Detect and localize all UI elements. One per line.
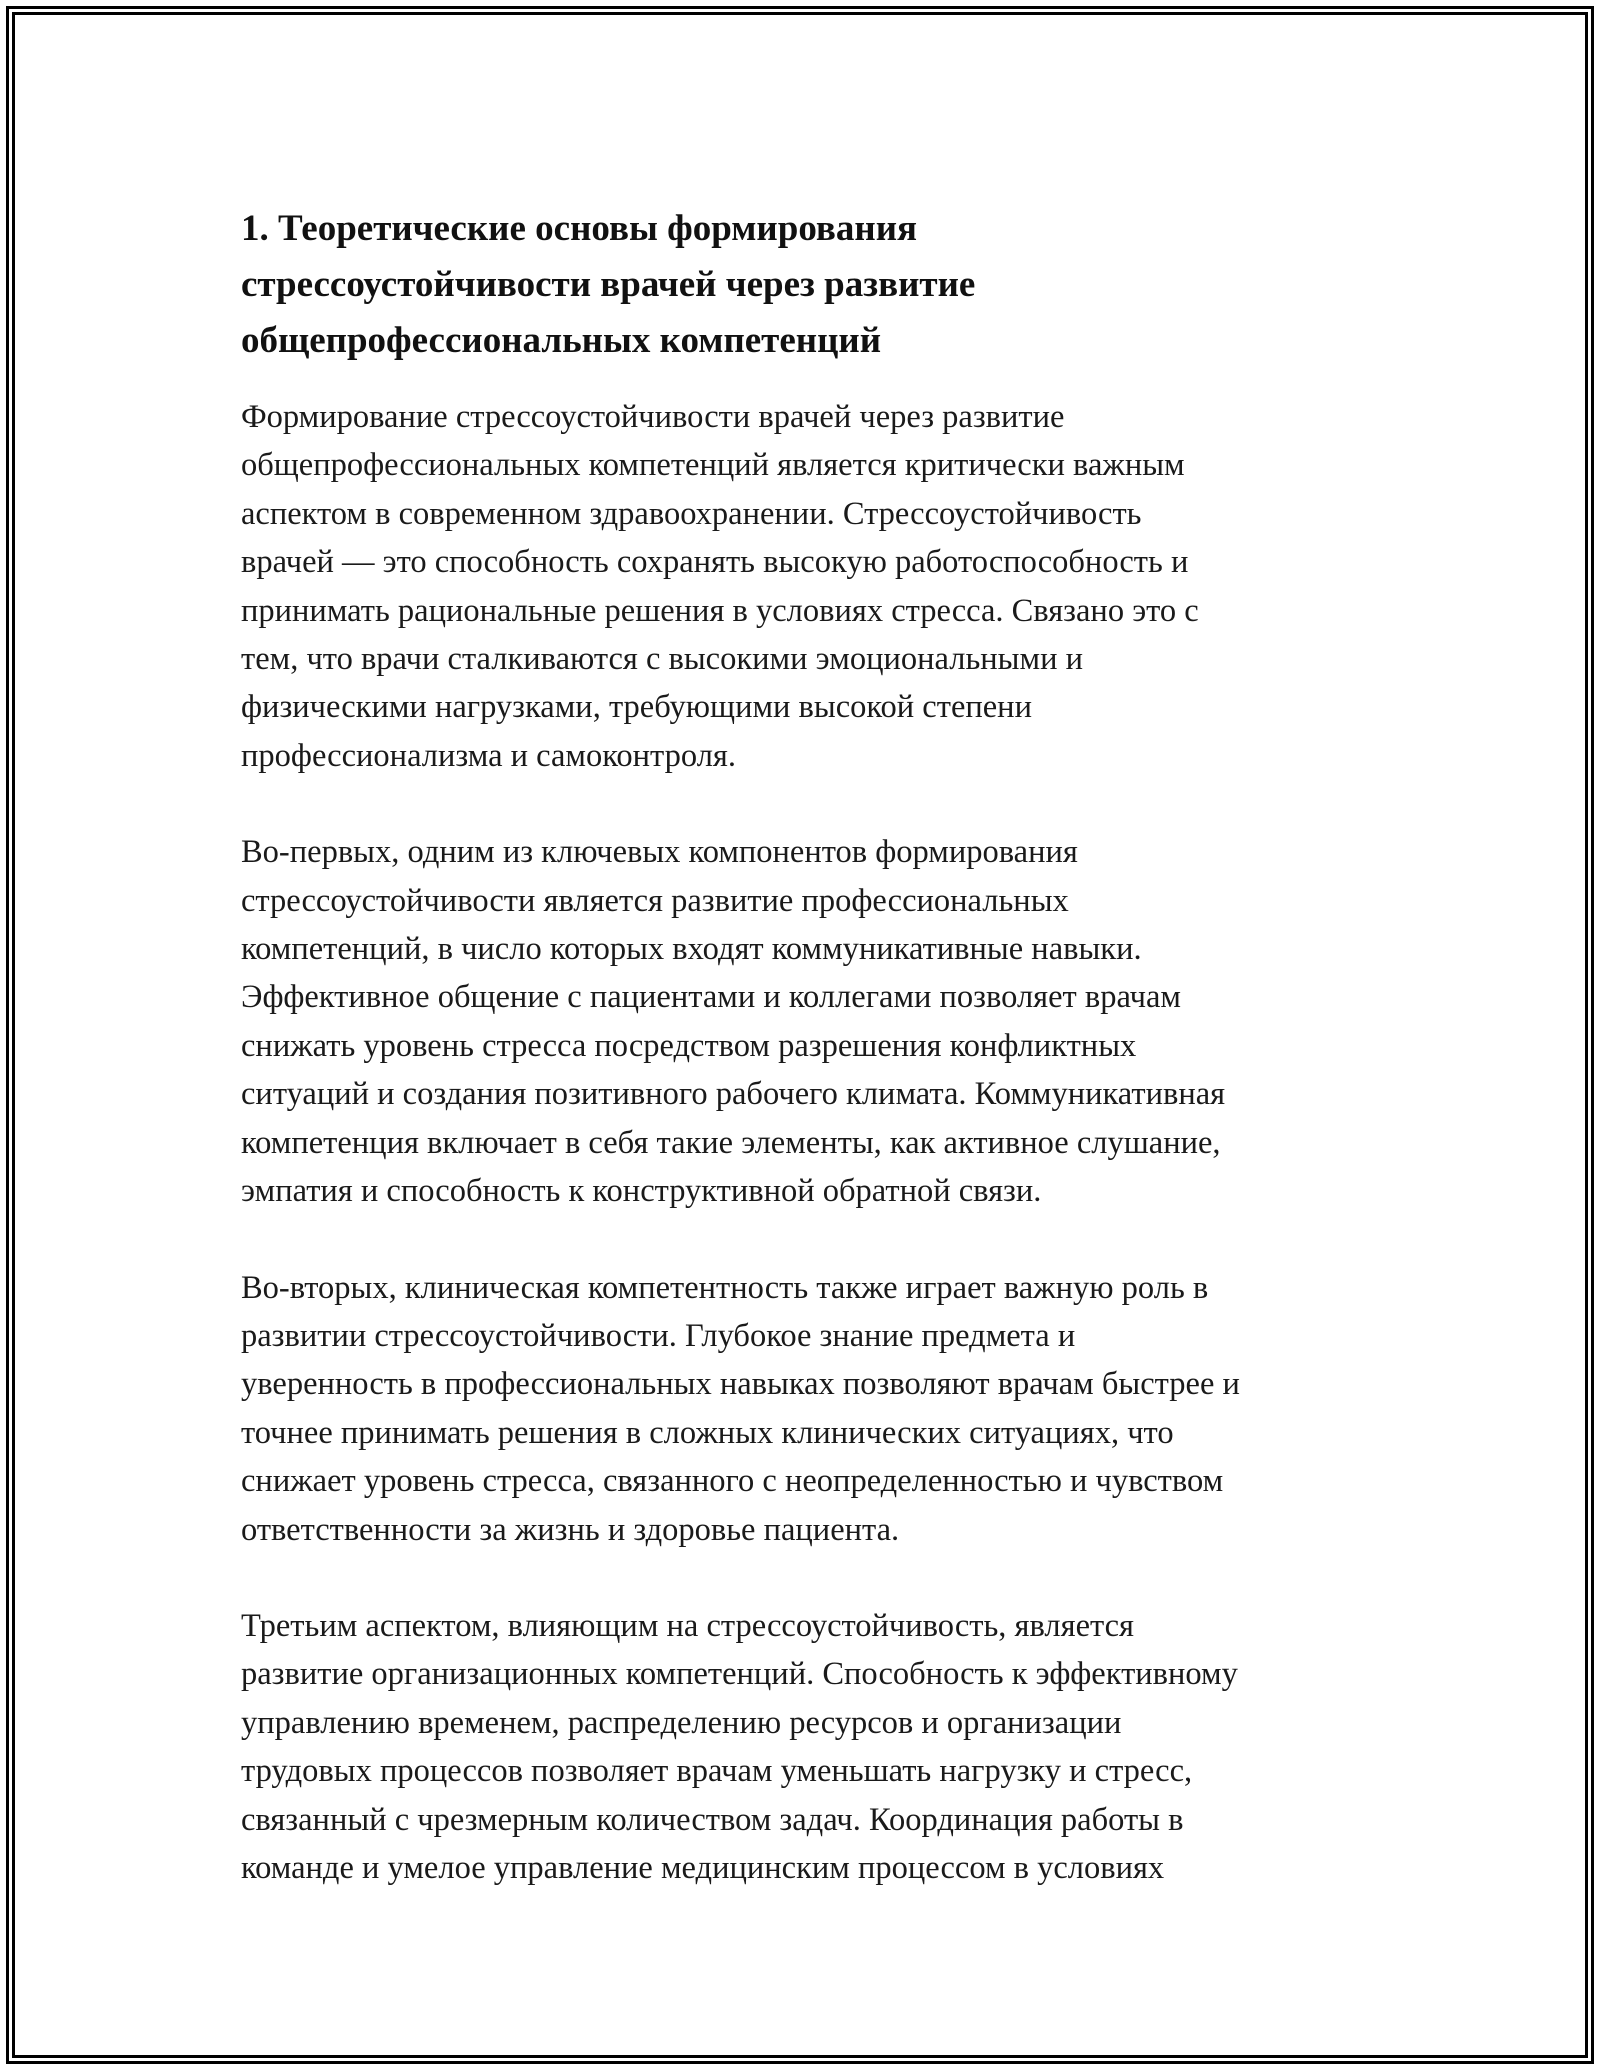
paragraph-line: Формирование стрессоустойчивости врачей через развитие [241, 399, 1065, 435]
paragraph-line: врачей — это способность сохранять высокую работоспособность и [241, 544, 1189, 581]
paragraph-line: Эффективное общение с пациентами и коллегами позволяет врачам [241, 979, 1181, 1016]
paragraph-line: Во-первых, одним из ключевых компонентов формирования [241, 834, 1078, 871]
page-frame-inner [12, 12, 1588, 2058]
heading-line: 1. Теоретические основы формирования [241, 208, 918, 249]
paragraph-line: развитие организационных компетенций. Способность к эффективному [241, 1656, 1238, 1693]
paragraph-line: общепрофессиональных компетенций является критически важным [241, 447, 1185, 484]
paragraph-line: физическими нагрузками, требующими высокой степени [241, 689, 1032, 726]
paragraph-line: точнее принимать решения в сложных клинических ситуациях, что [241, 1414, 1174, 1451]
paragraph-line: принимать рациональные решения в условиях стресса. Связано это с [241, 592, 1199, 629]
paragraph-list [241, 393, 1391, 1892]
paragraph-line: снижает уровень стресса, связанного с неопределенностью и чувством [241, 1463, 1224, 1500]
paragraph-line: аспектом в современном здравоохранении. Стрессоустойчивость [241, 495, 1142, 532]
paragraph-line: снижать уровень стресса посредством разрешения конфликтных [241, 1027, 1137, 1064]
section-heading [241, 201, 1391, 369]
heading-line: общепрофессиональных компетенций [241, 320, 882, 361]
paragraph-line: стрессоустойчивости является развитие профессиональных [241, 882, 1069, 919]
heading-line: стрессоустойчивости врачей через развитие [241, 264, 976, 305]
paragraph-line: профессионализма и самоконтроля. [241, 737, 736, 774]
paragraph-line: ситуаций и создания позитивного рабочего климата. Коммуникативная [241, 1076, 1226, 1113]
paragraph-line: развитии стрессоустойчивости. Глубокое знание предмета и [241, 1317, 1076, 1354]
body-paragraph [241, 393, 1391, 780]
paragraph-line: компетенций, в число которых входят коммуникативные навыки. [241, 931, 1142, 968]
paragraph-line: связанный с чрезмерным количеством задач. Координация работы в [241, 1801, 1184, 1838]
paragraph-line: Третьим аспектом, влияющим на стрессоустойчивость, является [241, 1607, 1134, 1644]
paragraph-line: трудовых процессов позволяет врачам уменьшать нагрузку и стресс, [241, 1753, 1193, 1790]
paragraph-line: ответственности за жизнь и здоровье пациента. [241, 1511, 900, 1548]
paragraph-line: тем, что врачи сталкиваются с высокими эмоциональными и [241, 641, 1083, 678]
paragraph-line: команде и умелое управление медицинским процессом в условиях [241, 1849, 1165, 1886]
paragraph-line: компетенция включает в себя такие элементы, как активное слушание, [241, 1124, 1221, 1161]
paragraph-line: уверенность в профессиональных навыках позволяют врачам быстрее и [241, 1366, 1240, 1403]
paragraph-line: Во-вторых, клиническая компетентность также играет важную роль в [241, 1269, 1209, 1306]
body-paragraph [241, 1264, 1391, 1554]
body-paragraph [241, 828, 1391, 1215]
page-frame [6, 6, 1594, 2064]
document-body [241, 201, 1391, 1892]
paragraph-line: управлению временем, распределению ресурсов и организации [241, 1704, 1122, 1741]
paragraph-line: эмпатия и способность к конструктивной обратной связи. [241, 1173, 1042, 1210]
body-paragraph [241, 1602, 1391, 1892]
